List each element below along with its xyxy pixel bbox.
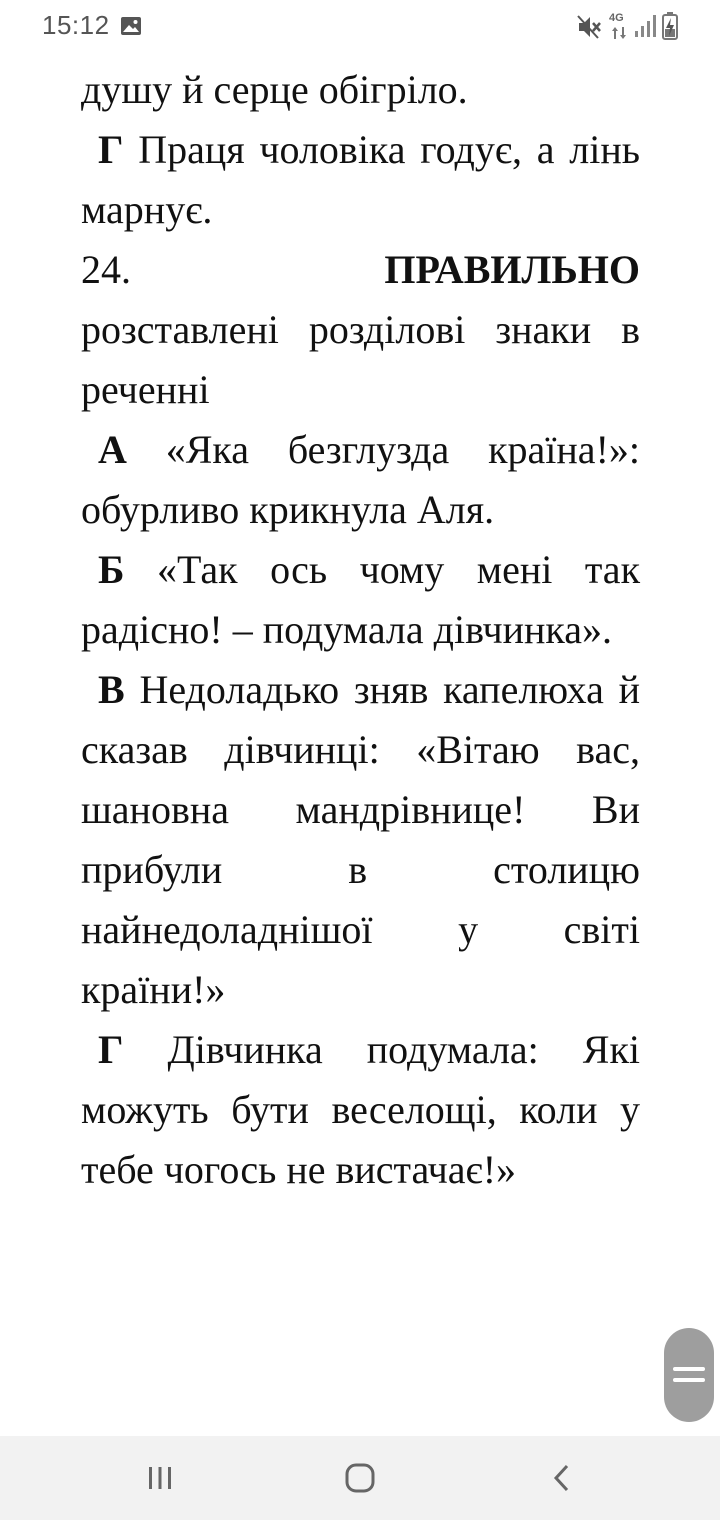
mute-icon	[576, 14, 602, 45]
question-number: 24.	[81, 247, 131, 292]
option-text: Недоладько зняв капелюха й сказав дівчинці: «Вітаю вас, шановна мандрівнице! Ви прибули в столицю найнедоладнішої у світі країни!»	[81, 667, 640, 1012]
document-text	[81, 60, 640, 1200]
status-time: 15:12	[42, 10, 110, 40]
scroll-handle[interactable]	[664, 1328, 714, 1422]
text-line-continued: душу й серце обігріло.	[81, 67, 468, 112]
option-text: Дівчинка подумала: Які можуть бути веселощі, коли у тебе чогось не вистачає!»	[81, 1027, 640, 1192]
option-a	[81, 420, 640, 540]
option-text: «Яка безглузда країна!»: обурливо крикнула Аля.	[81, 427, 640, 532]
handle-grip-line	[673, 1367, 705, 1371]
option-letter: Г	[98, 1027, 124, 1072]
handle-grip-line	[673, 1378, 705, 1382]
battery-charging-icon	[662, 12, 678, 45]
option-v	[81, 660, 640, 1020]
option-text: «Так ось чому мені так радісно! – подумала дівчинка».	[81, 547, 640, 652]
option-letter: А	[98, 427, 127, 472]
option-g	[81, 1020, 640, 1200]
recent-apps-button[interactable]	[100, 1436, 220, 1520]
option-b	[81, 540, 640, 660]
option-g-proverb	[81, 120, 640, 240]
navigation-bar	[0, 1436, 720, 1520]
question-24-text: розставлені розділові знаки в реченні	[81, 307, 640, 412]
option-letter: Г	[98, 127, 124, 172]
status-bar	[0, 0, 720, 56]
signal-icon	[634, 14, 658, 43]
data-arrows-icon	[611, 26, 627, 44]
question-24-heading	[81, 240, 640, 300]
question-keyword: ПРАВИЛЬНО	[384, 247, 640, 292]
option-text: Праця чоловіка годує, а лінь марнує.	[81, 127, 640, 232]
option-letter: В	[98, 667, 125, 712]
home-button[interactable]	[300, 1436, 420, 1520]
network-type-label: 4G	[609, 12, 624, 24]
option-letter: Б	[98, 547, 125, 592]
back-button[interactable]	[502, 1436, 622, 1520]
image-icon	[120, 16, 142, 41]
